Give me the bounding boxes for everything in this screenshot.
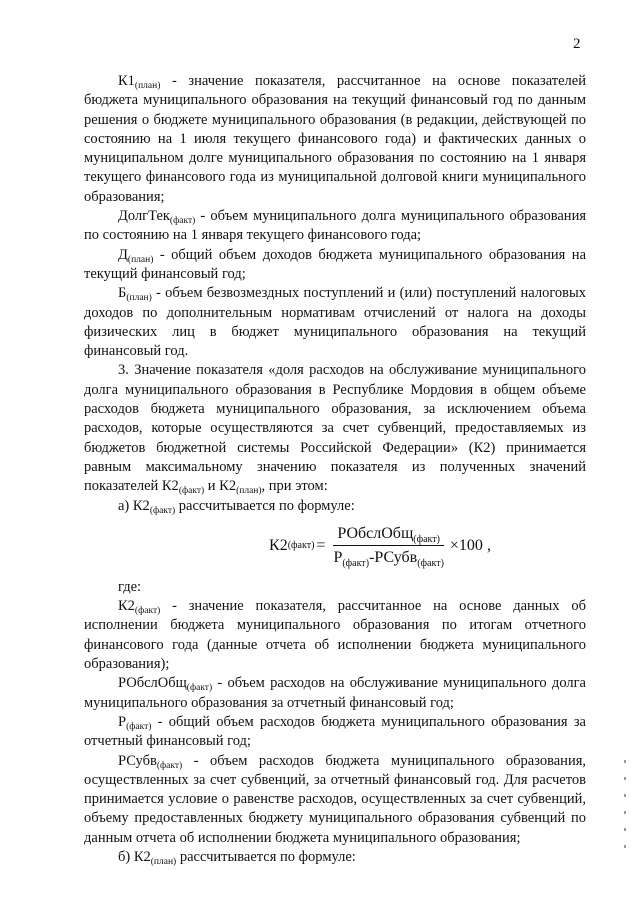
term-k2-fact: К2 xyxy=(118,598,135,615)
formula-tail: , xyxy=(486,537,491,555)
item-3-text-b: и К2 xyxy=(204,478,237,495)
k2-fact-definition-text: - значение показателя, рассчитанное на основе данных об исполнении бюджета муниципального образования по итогам отчетного финансового года (данные отчета об исполнении бюджета муниципального образования); xyxy=(84,598,586,673)
paragraph-where: где: xyxy=(118,578,142,595)
paragraph-robsl-definition xyxy=(84,674,586,713)
paragraph-k2-fact-definition xyxy=(84,597,586,674)
formula-den-subscript-b: (факт) xyxy=(417,558,444,570)
term-b-subscript: (план) xyxy=(126,293,152,304)
item-b-text-b: рассчитывается по формуле: xyxy=(176,848,356,865)
dolgtek-definition-text: - объем муниципального долга муниципального образования по состоянию на 1 января текущего финансового года; xyxy=(84,208,586,244)
term-d: Д xyxy=(118,246,128,263)
paragraph-b-definition xyxy=(84,284,586,361)
scan-mark xyxy=(624,811,626,814)
paragraph-r-definition xyxy=(84,713,586,752)
b-definition-text: - объем безвозмездных поступлений и (или) поступлений налоговых доходов по дополнительным нормативам отчислений от налога на доходы физических лиц в бюджет муниципального образования на текущий финансовый год. xyxy=(84,285,586,360)
formula-lhs: К2 xyxy=(269,537,288,555)
formula-fraction xyxy=(329,524,447,568)
term-r-subscript: (факт) xyxy=(126,721,152,732)
paragraph-rsubv-definition xyxy=(84,752,586,848)
paragraph-dolgtek-definition xyxy=(84,207,586,246)
term-dolgtek: ДолгТек xyxy=(118,208,170,225)
k1-definition-text: - значение показателя, рассчитанное на основе показателей бюджета муниципального образования на текущий финансовый год по данным решения о бюджете муниципального образования (в редакции, действующей по состоянию на 1 июля текущего финансового года) и фактических данных о муниципальном долге муниципального образования по состоянию на 1 января текущего финансового года из муниципальной долговой книги муниципального образования; xyxy=(84,73,586,205)
formula-den-term-a: Р xyxy=(333,549,343,567)
item-a-subscript: (факт) xyxy=(149,505,176,516)
item-3-sub-b: (план) xyxy=(236,486,262,497)
term-b: Б xyxy=(118,285,127,302)
term-rsubv: РСубв xyxy=(118,752,157,769)
item-b-subscript: (план) xyxy=(150,856,177,867)
k2-fact-formula: К2 (факт) = $\frac{РОбслОбщ_{(факт)}}{Р_{(факт)}-РСубв_{(факт)}}$ ×100 , xyxy=(269,525,491,570)
item-3-sub-a: (факт) xyxy=(178,486,205,497)
term-d-subscript: (план) xyxy=(127,254,154,265)
page-number: 2 xyxy=(573,36,581,52)
scan-edge-marks xyxy=(624,760,626,880)
paragraph-item-3 xyxy=(84,361,586,496)
formula-den-subscript-a: (факт) xyxy=(342,558,370,570)
formula-den-term-b: -РСубв xyxy=(369,549,418,567)
item-a-text-b: рассчитывается по формуле: xyxy=(175,497,355,514)
paragraph-d-definition xyxy=(84,246,586,285)
robsl-definition-text: - объем расходов на обслуживание муниципального долга муниципального образования за отчетный финансовый год; xyxy=(84,675,586,711)
scan-mark xyxy=(624,845,626,848)
paragraph-item-a xyxy=(84,497,586,516)
formula-numerator xyxy=(333,524,444,546)
term-robsl: РОбслОбщ xyxy=(118,675,187,692)
formula-num-term: РОбслОбщ xyxy=(337,525,414,543)
term-k1: К1 xyxy=(118,73,135,89)
scan-mark xyxy=(624,828,626,831)
item-a-text-a: а) К2 xyxy=(118,497,150,514)
paragraph-k1-definition xyxy=(84,72,586,207)
formula-denominator xyxy=(329,546,447,570)
term-dolgtek-subscript: (факт) xyxy=(169,216,196,227)
scan-mark xyxy=(624,777,626,780)
formula-equals: = xyxy=(316,537,326,555)
term-r: Р xyxy=(118,713,127,730)
rsubv-definition-text: - объем расходов бюджета муниципального образования, осуществленных за счет субвенций, за отчетный финансовый год. Для расчетов принимается условие о равенстве расходов, осуществленных за счет субвенций, объему предоставленных бюджету муниципального образования субвенций по данным отчета об исполнении бюджета муниципального образования; xyxy=(84,752,586,846)
term-k2-fact-subscript: (факт) xyxy=(134,606,161,617)
scan-mark xyxy=(624,760,626,763)
term-robsl-subscript: (факт) xyxy=(186,683,213,694)
item-3-text-a: 3. Значение показателя «доля расходов на обслуживание муниципального долга муниципального образования в Республике Мордовия в общем объеме расходов бюджета муниципального образования, за исключением объема расходов, которые осуществляются за счет субвенций, предоставляемых из бюджетов бюджетной системы Российской Федерации» (К2) принимается равным максимальному значению показателя из полученных значений показателей К2 xyxy=(84,362,586,495)
formula-multiplier: ×100 xyxy=(449,537,483,555)
item-b-text-a: б) К2 xyxy=(118,848,151,865)
document-body xyxy=(84,72,586,867)
scan-mark xyxy=(624,794,626,797)
term-rsubv-subscript: (факт) xyxy=(156,760,183,771)
term-k1-subscript: (план) xyxy=(134,81,161,91)
formula-num-subscript: (факт) xyxy=(413,534,440,546)
item-3-text-c: , при этом: xyxy=(261,478,328,495)
paragraph-item-b xyxy=(84,848,586,867)
r-definition-text: - общий объем расходов бюджета муниципального образования за отчетный финансовый год; xyxy=(84,713,586,750)
d-definition-text: - общий объем доходов бюджета муниципального образования на текущий финансовый год; xyxy=(84,246,586,282)
